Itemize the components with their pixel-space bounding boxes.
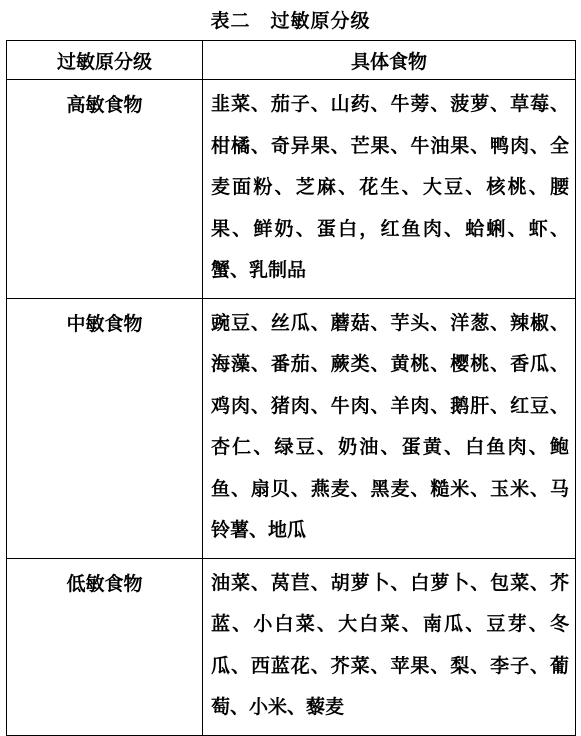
level-cell-high: 高敏食物 — [7, 80, 203, 299]
table-row-low — [7, 558, 576, 735]
table-caption: 表二 过敏原分级 — [210, 10, 371, 32]
allergen-classification-table — [6, 40, 576, 736]
foods-cell-high: 韭菜、茄子、山药、牛蒡、菠萝、草莓、柑橘、奇异果、芒果、牛油果、鸭肉、全麦面粉、芝麻、花生、大豆、核桃、腰果、鲜奶、蛋白，红鱼肉、蛤蜊、虾、蟹、乳制品 — [203, 80, 576, 299]
foods-cell-medium: 豌豆、丝瓜、蘑菇、芋头、洋葱、辣椒、海藻、番茄、蕨类、黄桃、樱桃、香瓜、鸡肉、猪肉、牛肉、羊肉、鹅肝、红豆、杏仁、绿豆、奶油、蛋黄、白鱼肉、鲍鱼、扇贝、燕麦、黑麦、糙米、玉米、马铃薯、地瓜 — [203, 298, 576, 558]
table-row-high — [7, 80, 576, 299]
level-cell-medium: 中敏食物 — [7, 298, 203, 558]
column-header-foods: 具体食物 — [203, 41, 576, 80]
column-header-level: 过敏原分级 — [7, 41, 203, 80]
level-cell-low: 低敏食物 — [7, 558, 203, 735]
table-header-row — [7, 41, 576, 80]
foods-cell-low: 油菜、莴苣、胡萝卜、白萝卜、包菜、芥蓝、小白菜、大白菜、南瓜、豆芽、冬瓜、西蓝花、芥菜、苹果、梨、李子、葡萄、小米、藜麦 — [203, 558, 576, 735]
table-row-medium — [7, 298, 576, 558]
